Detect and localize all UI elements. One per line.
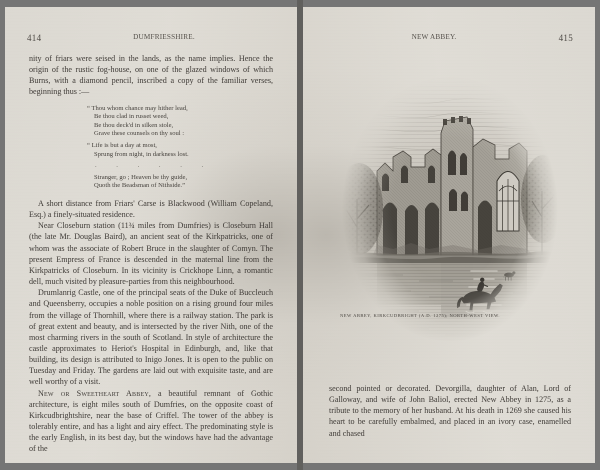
sweetheart-abbey-body: a beautiful remnant of Gothic architecture, is eight miles south of Dumfries, on the opposite coast of Kirkcudbrightshire, near the base of Criffel. The tower of the abbey is tolerably entire, and has a light and airy effect. The predominating style is the early English, in its best day, but the windows have had the advantage of the	[29, 388, 273, 454]
left-text-column	[29, 53, 273, 455]
verse-line-8: Quoth the Beadsman of Nithside.”	[94, 182, 186, 190]
left-running-title: DUMFRIESSHIRE.	[133, 33, 195, 41]
verse-line-1: “ Thou whom chance may hither lead,	[87, 104, 188, 112]
right-text-column	[329, 383, 571, 439]
paragraph-devorgilla: second pointed or decorated. Devorgilla, daughter of Alan, Lord of Galloway, and wife of John Baliol, erected New Abbey in 1275, as a tribute to the memory of her husband. At his death in 1269 she caused his heart to be carefully embalmed, and placed in an ivory case, enamelled and chased	[329, 384, 571, 438]
foliage-left	[335, 163, 383, 255]
right-page	[303, 7, 595, 463]
engraving-caption: NEW ABBEY, KIRKCUDBRIGHT (A.D. 1275); NORTH-WEST VIEW.	[340, 313, 500, 318]
verse-line-2: Be thou clad in russet weed,	[94, 113, 169, 121]
sweetheart-abbey-lead-in: New or Sweetheart Abbey,	[38, 388, 152, 398]
left-running-head	[5, 33, 297, 45]
left-folio-number: 414	[27, 33, 42, 43]
verse-line-7: Stranger, go ; Heaven be thy guide,	[94, 173, 188, 181]
burns-verse-block	[29, 105, 273, 191]
right-running-head	[303, 33, 595, 45]
verse-line-4: Grave these counsels on thy soul :	[94, 130, 185, 138]
paragraph-continuation: nity of friars were seised in the lands, as the name implies. Hence the origin of the rustic fog-house, on one of the glazed windows of which Burns, with a diamond pencil, inscribed a copy of the familiar verses, beginning thus :—	[29, 54, 273, 97]
verse-line-6: Sprung from night, in darkness lost.	[94, 150, 189, 158]
left-page	[5, 7, 297, 463]
paragraph-sweetheart-abbey	[29, 388, 273, 455]
paragraph-drumlanrig: Drumlanrig Castle, one of the principal seats of the Duke of Buccleuch and Queensberry, occupies a noble position on a rising ground four miles from the village of Thornhill, where there is a railway station. The park is of great extent and beauty, and is intersected by the river Nith, one of the most charming rivers in the south of Scotland. In style of architecture the castle approximates to Heriot's Hospital in Edinburgh, and, like that building, its design is attributed to Inigo Jones. It is open to the public on Tuesday and Friday. The gardens are laid out with exquisite taste, and are well worthy of a visit.	[29, 288, 273, 387]
verse-ellipsis-row: . . . . . .	[95, 162, 213, 170]
verse-line-3: Be thou deck'd in silken stole,	[94, 121, 174, 129]
right-running-title: NEW ABBEY.	[411, 33, 457, 41]
right-folio-number: 415	[558, 33, 573, 43]
verse-line-5: “ Life is but a day at most,	[87, 142, 157, 149]
paragraph-closeburn: Near Closeburn station (11¾ miles from Dumfries) is Closeburn Hall (the late Mr. Douglas Baird), an ancient seat of the Kirkpatricks, one of whom was the associate of Robert Bruce in the slaughter of Comyn. The present Empress of France is descended in the maternal line from the Kirkpatricks of Closeburn. In its vicinity is Crickhope Linn, a romantic dell, much visited by pleasure-parties from this neighbourhood.	[29, 221, 273, 287]
paragraph-blackwood: A short distance from Friars' Carse is Blackwood (William Copeland, Esq.) a finely-situated residence.	[29, 198, 273, 220]
